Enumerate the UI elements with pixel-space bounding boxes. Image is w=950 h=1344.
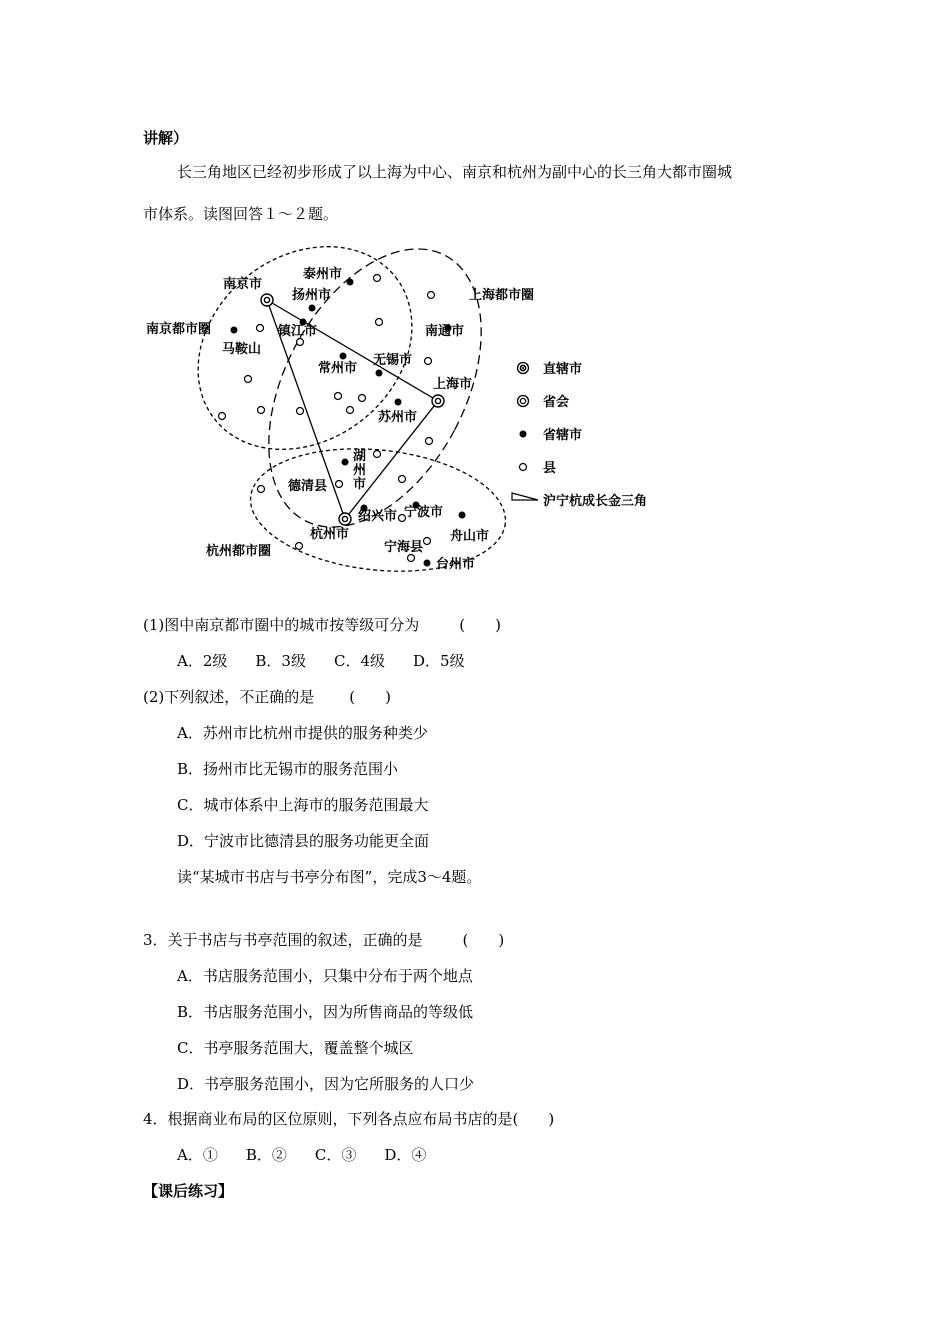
q4-options [177,1145,454,1165]
q1-option-a[interactable]: A．2级 [177,652,228,670]
label-zhoushan: 舟山市 [450,529,490,544]
label-wuxi: 无锡市 [373,353,413,368]
q1-options [177,651,493,671]
q1-answer-blank[interactable]: ( ) [459,616,501,634]
taizhou-dot [347,279,354,286]
label-maanshan: 马鞍山 [222,342,262,357]
label-huzhou-1: 湖 [353,449,367,464]
q2-option-a[interactable]: A．苏州市比杭州市提供的服务种类少 [177,724,428,742]
map-legend [512,361,647,509]
label-nantong: 南通市 [425,324,465,339]
label-ningbo: 宁波市 [404,505,444,520]
hangzhou-marker [339,513,351,525]
legend-prefecture-label: 省辖市 [543,428,583,443]
q3-option-c[interactable]: C．书亭服务范围大，覆盖整个城区 [177,1039,414,1057]
q4-option-b[interactable]: B．② [245,1146,287,1164]
q3-option-d[interactable]: D．书亭服务范围小，因为它所服务的人口少 [177,1075,475,1093]
huzhou-dot [342,459,349,466]
label-changzhou: 常州市 [318,361,358,376]
label-zhenjiang: 镇江市 [278,324,318,339]
q3-option-a[interactable]: A．书店服务范围小，只集中分布于两个地点 [177,967,473,985]
yangzhou-dot [309,305,316,312]
q4-option-d[interactable]: D．④ [384,1146,427,1164]
label-shaoxing: 绍兴市 [358,509,398,524]
legend-municipality-label: 直辖市 [543,362,583,377]
label-shanghai-city: 上海市 [433,377,473,392]
legend-county-icon [520,464,527,471]
q4-option-a[interactable]: A．① [177,1146,218,1164]
nanjing-marker [261,294,273,306]
q1-stem: (1)图中南京都市圈中的城市按等级可分为 ( ) [143,616,501,634]
shanghai-marker [432,395,444,407]
label-huzhou-2: 州 [353,463,367,478]
q1-option-d[interactable]: D．5级 [413,652,465,670]
label-deqing: 德清县 [288,479,328,494]
legend-triangle-label: 沪宁杭成长金三角 [543,494,648,509]
label-shanghai-circle: 上海都市圈 [469,288,535,303]
q3-option-b[interactable]: B．书店服务范围小，因为所售商品的等级低 [177,1003,474,1021]
label-nanjing-circle: 南京都市圈 [146,322,212,337]
label-suzhou: 苏州市 [378,410,418,425]
q2-option-c[interactable]: C．城市体系中上海市的服务范围最大 [177,796,429,814]
legend-prefecture-icon [520,431,527,438]
label-taizhou-zj: 台州市 [436,557,476,572]
city-system-map [140,238,670,588]
zhoushan-dot [459,512,466,519]
legend-capital-icon [518,396,529,407]
intro-text-line-1: 长三角地区已经初步形成了以上海为中心、南京和杭州为副中心的长三角大都市圈城 [177,163,733,181]
q1-option-b[interactable]: B．3级 [255,652,306,670]
changzhou-dot [340,353,347,360]
q4-stem: 4．根据商业布局的区位原则，下列各点应布局书店的是( ) [143,1110,555,1128]
q4-option-c[interactable]: C．③ [314,1146,357,1164]
legend-triangle-icon [512,493,538,500]
reading-instruction: 读“某城市书店与书亭分布图”，完成3～4题。 [177,868,482,886]
label-huzhou-3: 市 [353,477,367,492]
after-class-heading: 【课后练习】 [143,1182,234,1200]
label-yangzhou: 扬州市 [292,288,332,303]
legend-municipality-icon [518,363,529,374]
suzhou-dot [395,399,402,406]
q2-option-d[interactable]: D．宁波市比德清县的服务功能更全面 [177,832,430,850]
legend-capital-label: 省会 [543,395,570,410]
q3-stem: 3．关于书店与书亭范围的叙述，正确的是 ( ) [143,931,505,949]
q2-answer-blank[interactable]: ( ) [349,688,391,706]
wuxi-dot [376,370,383,377]
intro-text-line-2: 市体系。读图回答１～２题。 [143,205,339,223]
q2-stem: (2)下列叙述，不正确的是 ( ) [143,688,391,706]
q3-answer-blank[interactable]: ( ) [462,931,505,949]
q2-option-b[interactable]: B．扬州市比无锡市的服务范围小 [177,760,399,778]
label-nanjing-city: 南京市 [223,277,263,292]
label-ninghai: 宁海县 [384,540,424,555]
q1-option-c[interactable]: C．4级 [333,652,385,670]
label-taizhou: 泰州市 [303,267,343,282]
label-hangzhou-city: 杭州市 [310,527,350,542]
taizhou-zj-dot [424,560,431,567]
label-hangzhou-circle: 杭州都市圈 [206,544,272,559]
maanshan-dot [231,327,238,334]
legend-county-label: 县 [543,461,557,476]
section-heading: 讲解） [143,129,189,147]
